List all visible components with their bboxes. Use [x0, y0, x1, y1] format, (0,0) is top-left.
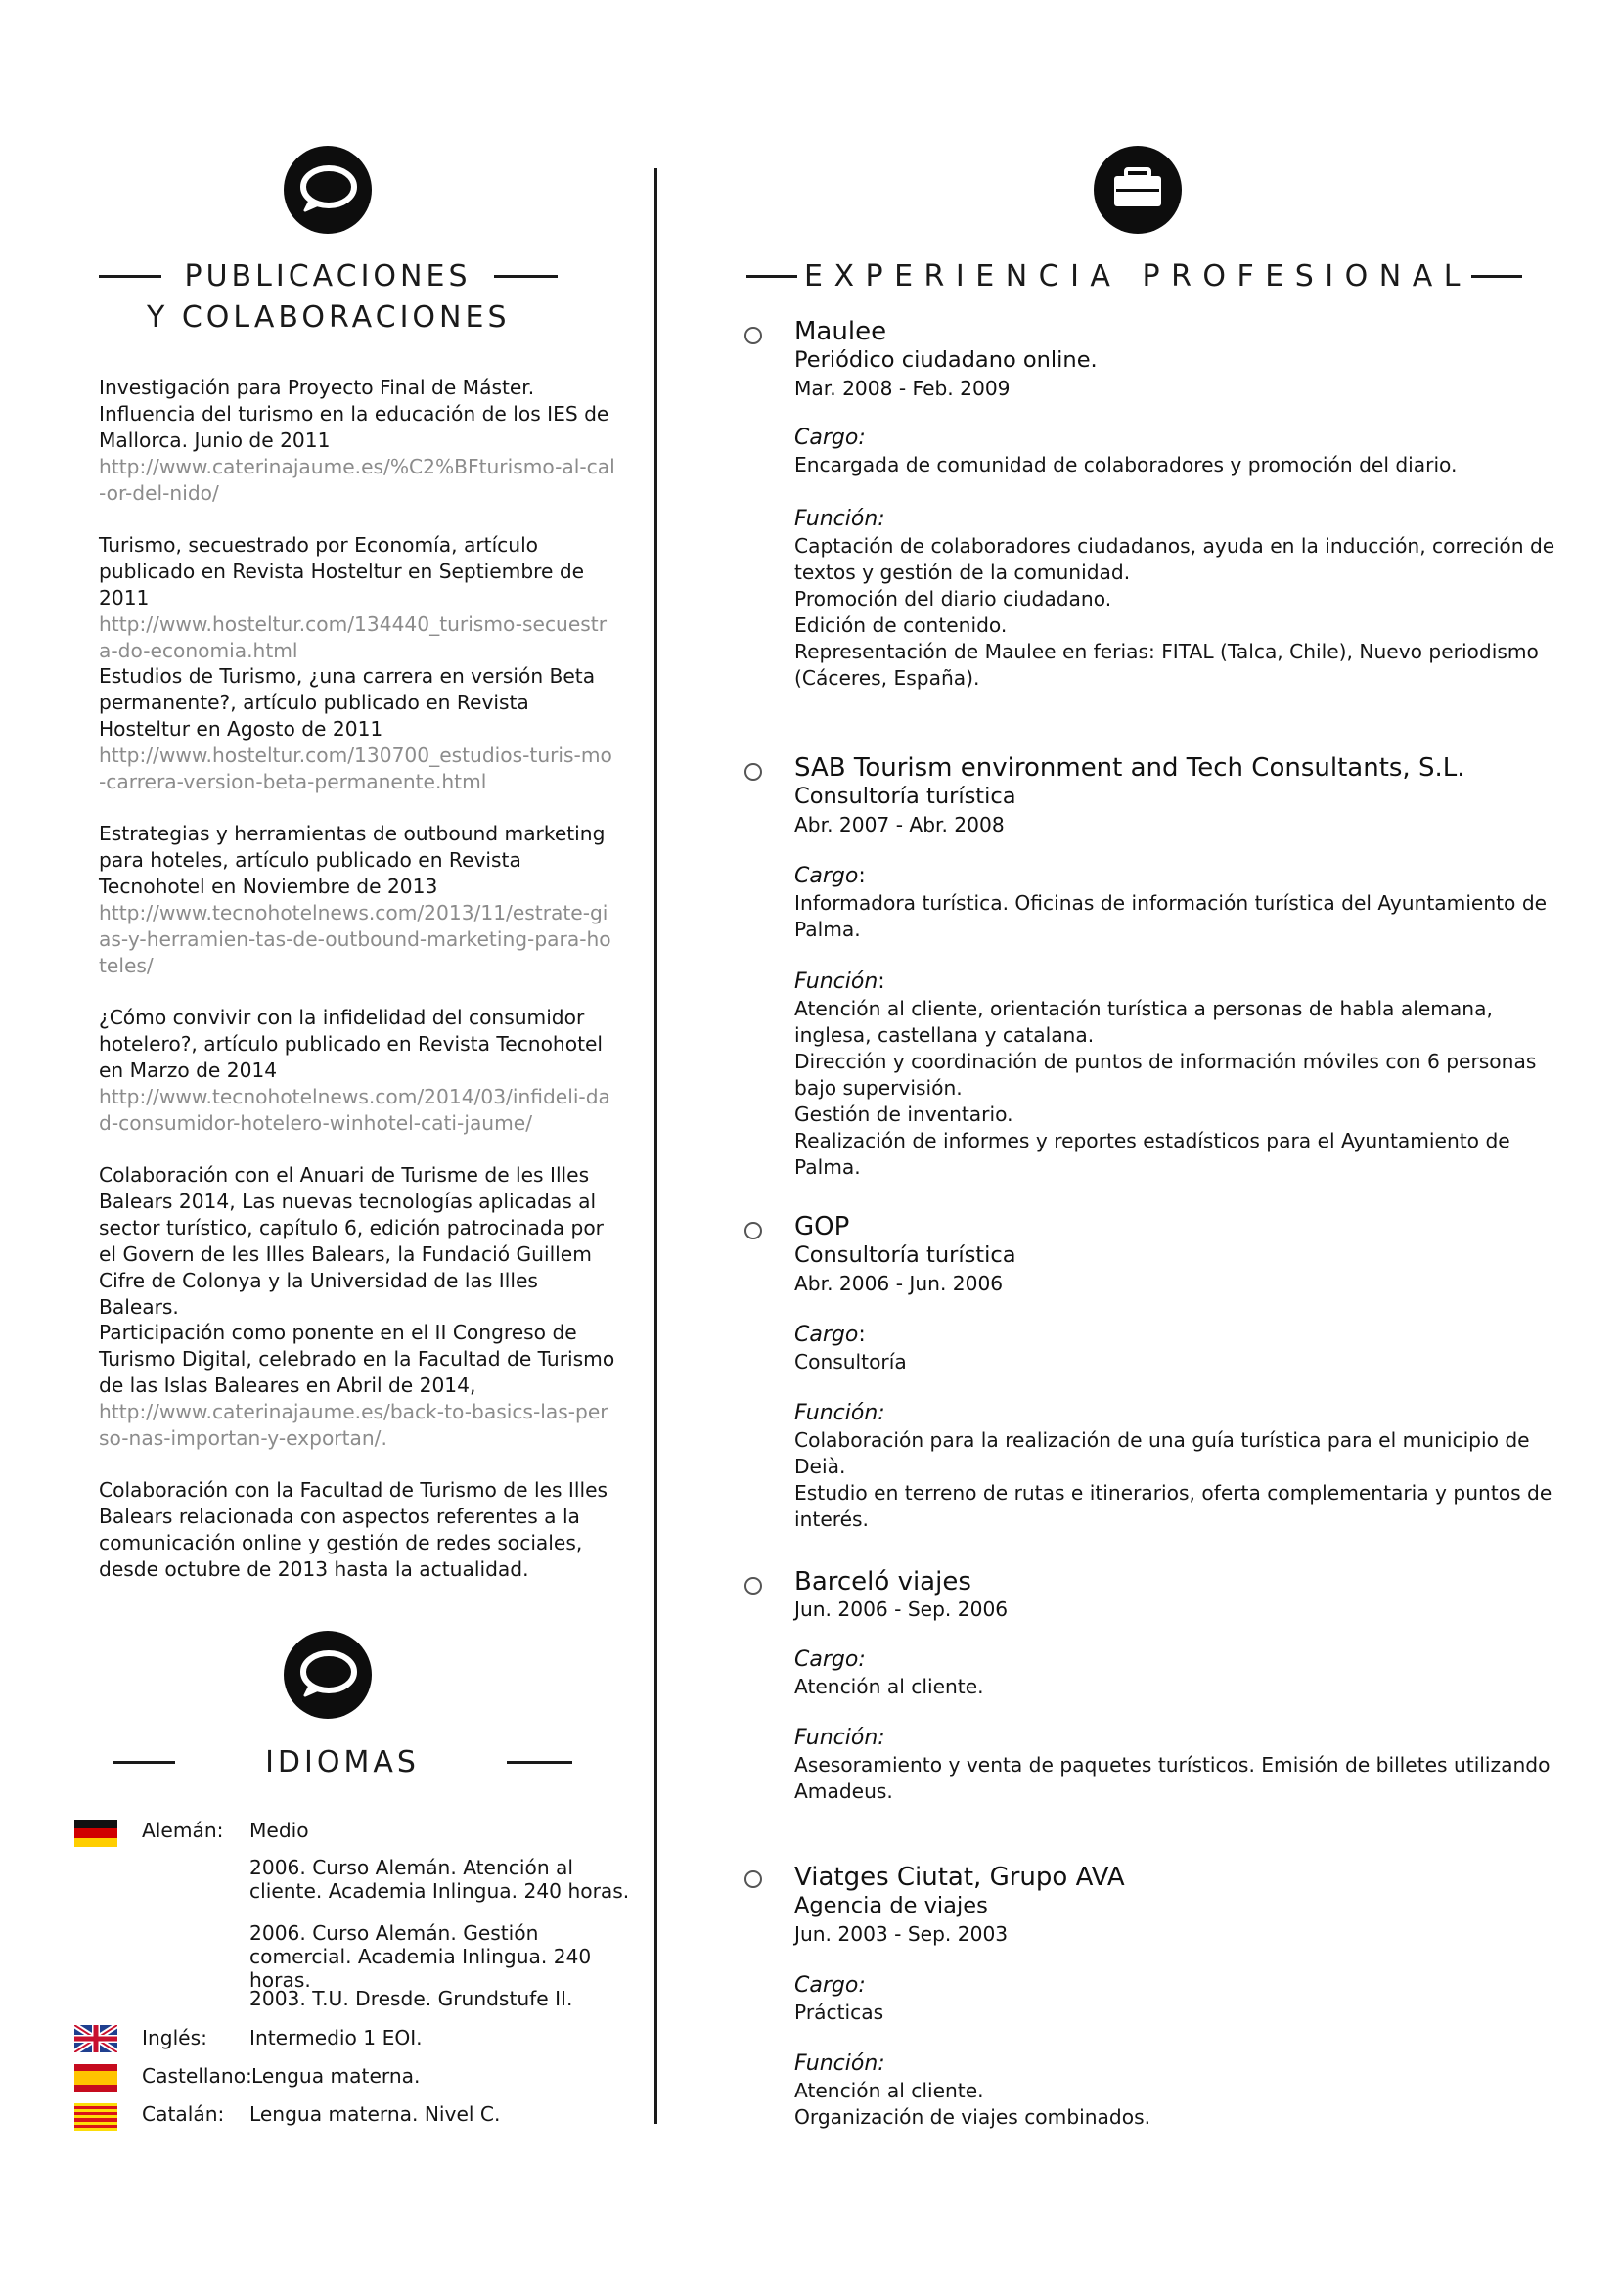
briefcase-icon [1094, 146, 1182, 234]
job-cargo-line: Atención al cliente. [794, 1675, 984, 1698]
publication-item [99, 532, 617, 664]
job-funcion-line: Atención al cliente, orientación turística a personas de habla alemana, inglesa, castellana y catalana. [794, 997, 1493, 1047]
job-company: SAB Tourism environment and Tech Consultants, S.L. [794, 753, 1465, 783]
job-cargo [794, 2000, 1557, 2026]
heading-rule-left [113, 1761, 175, 1764]
publication-item [99, 1005, 617, 1137]
heading-rule-right [494, 275, 558, 278]
publication-text: Colaboración con la Facultad de Turismo de les Illes Balears relacionada con aspectos referentes a la comunicación online y gestión de redes sociales, desde octubre de 2013 hasta la actualidad. [99, 1478, 608, 1581]
job-funcion-line: Colaboración para la realización de una guía turística para el municipio de Deià. [794, 1428, 1530, 1478]
heading-rule-left [746, 275, 797, 278]
job-funcion-line: Organización de viajes combinados. [794, 2105, 1151, 2129]
uk-flag-icon [74, 2025, 117, 2052]
publication-text: Turismo, secuestrado por Economía, artículo publicado en Revista Hosteltur en Septiembre de 2011 [99, 533, 585, 609]
job-funcion-label: Función: [794, 507, 885, 531]
job-funcion-label: Función: [794, 1401, 885, 1425]
job-funcion-line: Dirección y coordinación de puntos de información móviles con 6 personas bajo supervisión. [794, 1050, 1537, 1100]
job-dates: Jun. 2003 - Sep. 2003 [794, 1922, 1009, 1946]
job-funcion-line: Gestión de inventario. [794, 1103, 1013, 1126]
job-funcion [794, 533, 1557, 692]
publication-item [99, 375, 617, 507]
language-name: Inglés: [142, 2026, 207, 2049]
publication-text: Investigación para Proyecto Final de Máster. Influencia del turismo en la educación de los IES de Mallorca. Junio de 2011 [99, 376, 609, 452]
job-cargo [794, 452, 1557, 478]
job-funcion-line: Atención al cliente. [794, 2079, 984, 2102]
publication-link[interactable]: http://www.tecnohotelnews.com/2014/03/infideli-dad-consumidor-hotelero-winhotel-cati-jaume/ [99, 1085, 610, 1135]
job-cargo [794, 890, 1557, 943]
publication-link[interactable]: http://www.caterinajaume.es/back-to-basics-las-perso-nas-importan-y-exportan/. [99, 1400, 608, 1450]
job-bullet [744, 1870, 762, 1888]
heading-rule-left [99, 275, 161, 278]
language-level: Lengua materna. Nivel C. [249, 2102, 501, 2126]
language-course: 2003. T.U. Dresde. Grundstufe II. [249, 1987, 573, 2010]
job-funcion [794, 996, 1557, 1181]
job-dates: Abr. 2006 - Jun. 2006 [794, 1272, 1004, 1295]
publication-item [99, 821, 617, 979]
job-dates: Abr. 2007 - Abr. 2008 [794, 813, 1005, 836]
job-funcion-line: Edición de contenido. [794, 613, 1008, 637]
job-company: GOP [794, 1212, 850, 1241]
job-subtitle: Consultoría turística [794, 784, 1016, 809]
publication-item [99, 1477, 617, 1583]
language-course: 2006. Curso Alemán. Gestión comercial. Academia Inlingua. 240 horas. [249, 1921, 592, 1992]
language-name: Alemán: [142, 1819, 224, 1842]
publications-title-line2: Y COLABORACIONES [147, 300, 511, 335]
job-cargo-label: Cargo: [794, 864, 866, 888]
catalonia-flag-icon [74, 2103, 117, 2131]
speech-bubble-icon [284, 146, 372, 234]
job-cargo-line: Encargada de comunidad de colaboradores y promoción del diario. [794, 453, 1458, 476]
job-funcion-label: Función: [794, 2051, 885, 2076]
publication-link[interactable]: http://www.hosteltur.com/134440_turismo-secuestra-do-economia.html [99, 612, 607, 662]
languages-title: IDIOMAS [265, 1745, 420, 1779]
language-level: Lengua materna. [251, 2064, 421, 2088]
job-cargo-line: Prácticas [794, 2001, 884, 2024]
job-cargo [794, 1349, 1557, 1375]
language-name: Catalán: [142, 2102, 225, 2126]
experience-title: EXPERIENCIA PROFESIONAL [804, 259, 1471, 293]
job-funcion [794, 1752, 1557, 1805]
heading-rule-right [1471, 275, 1522, 278]
job-company: Maulee [794, 317, 887, 346]
publication-text: ¿Cómo convivir con la infidelidad del consumidor hotelero?, artículo publicado en Revista Tecnohotel en Marzo de 2014 [99, 1006, 604, 1082]
heading-rule-right [507, 1761, 572, 1764]
job-company: Viatges Ciutat, Grupo AVA [794, 1863, 1125, 1892]
job-dates: Mar. 2008 - Feb. 2009 [794, 377, 1011, 400]
publications-title: PUBLICACIONES [184, 259, 472, 293]
publication-text: Participación como ponente en el II Congreso de Turismo Digital, celebrado en la Facultad de Turismo de las Islas Baleares en Abril de 2014, [99, 1321, 615, 1397]
job-cargo-line: Informadora turística. Oficinas de información turística del Ayuntamiento de Palma. [794, 891, 1548, 941]
job-subtitle: Agencia de viajes [794, 1893, 988, 1918]
job-cargo-label: Cargo: [794, 1323, 866, 1347]
job-cargo-label: Cargo: [794, 1973, 866, 1998]
job-bullet [744, 763, 762, 781]
job-funcion [794, 2078, 1557, 2131]
job-funcion-line: Estudio en terreno de rutas e itinerarios, oferta complementaria y puntos de interés. [794, 1481, 1552, 1531]
job-cargo [794, 1674, 1557, 1700]
job-cargo-label: Cargo: [794, 426, 866, 450]
language-name: Castellano: [142, 2064, 252, 2088]
publication-link[interactable]: http://www.caterinajaume.es/%C2%BFturismo-al-cal-or-del-nido/ [99, 455, 615, 505]
publication-link[interactable]: http://www.hosteltur.com/130700_estudios-turis-mo-carrera-version-beta-permanente.html [99, 743, 612, 793]
job-dates: Jun. 2006 - Sep. 2006 [794, 1598, 1009, 1621]
job-funcion-line: Representación de Maulee en ferias: FITAL (Talca, Chile), Nuevo periodismo (Cáceres, España). [794, 640, 1539, 690]
job-bullet [744, 1577, 762, 1595]
publication-text: Estrategias y herramientas de outbound marketing para hoteles, artículo publicado en Revista Tecnohotel en Noviembre de 2013 [99, 822, 606, 898]
job-funcion-line: Asesoramiento y venta de paquetes turísticos. Emisión de billetes utilizando Amadeus. [794, 1753, 1551, 1803]
job-funcion [794, 1427, 1557, 1533]
job-subtitle: Consultoría turística [794, 1242, 1016, 1268]
job-funcion-line: Captación de colaboradores ciudadanos, ayuda en la inducción, correción de textos y gestión de la comunidad. [794, 534, 1555, 584]
language-level: Medio [249, 1819, 309, 1842]
speech-bubble-icon [284, 1631, 372, 1719]
publication-link[interactable]: http://www.tecnohotelnews.com/2013/11/estrate-gias-y-herramien-tas-de-outbound-marketing-para-hoteles/ [99, 901, 611, 977]
job-cargo-label: Cargo: [794, 1647, 866, 1672]
job-funcion-label: Función: [794, 969, 885, 994]
job-funcion-line: Realización de informes y reportes estadísticos para el Ayuntamiento de Palma. [794, 1129, 1510, 1179]
job-cargo-line: Consultoría [794, 1350, 907, 1373]
publication-text: Colaboración con el Anuari de Turisme de les Illes Balears 2014, Las nuevas tecnologías aplicadas al sector turístico, capítulo 6, edición patrocinada por el Govern de les Illes Balears, la Fundació Guillem Cifre de Colonya y la Universidad de las Illes Balears. [99, 1163, 604, 1319]
job-bullet [744, 1222, 762, 1239]
job-funcion-line: Promoción del diario ciudadano. [794, 587, 1112, 610]
publication-item [99, 1162, 617, 1321]
language-level: Intermedio 1 EOI. [249, 2026, 423, 2049]
germany-flag-icon [74, 1820, 117, 1847]
publication-item [99, 663, 617, 795]
column-divider [654, 168, 657, 2124]
job-funcion-label: Función: [794, 1726, 885, 1750]
job-bullet [744, 327, 762, 344]
spain-flag-icon [74, 2064, 117, 2092]
job-company: Barceló viajes [794, 1567, 971, 1597]
language-course: 2006. Curso Alemán. Atención al cliente. Academia Inlingua. 240 horas. [249, 1856, 630, 1903]
publication-item [99, 1320, 617, 1452]
job-subtitle: Periódico ciudadano online. [794, 347, 1098, 373]
publication-text: Estudios de Turismo, ¿una carrera en versión Beta permanente?, artículo publicado en Revista Hosteltur en Agosto de 2011 [99, 664, 596, 741]
